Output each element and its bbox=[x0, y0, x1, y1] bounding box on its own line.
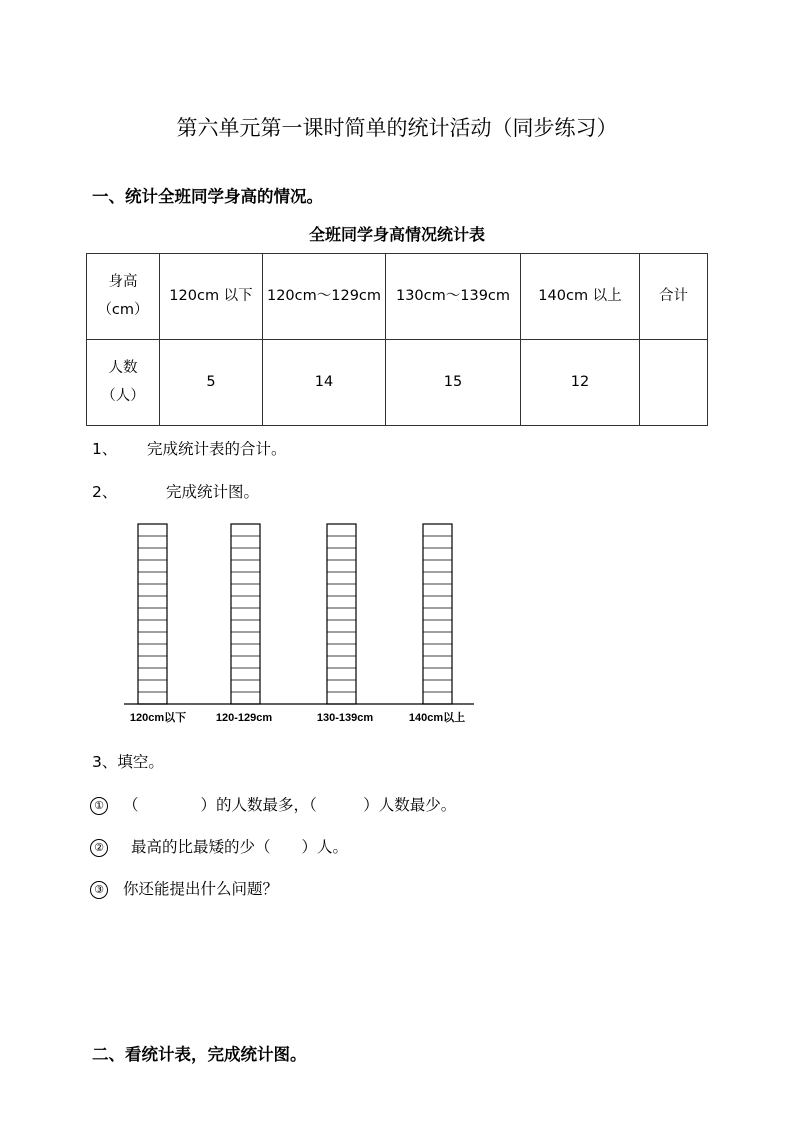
question-2-text: 完成统计图。 bbox=[166, 483, 260, 501]
fill-blank-2 bbox=[90, 835, 348, 857]
x-tick-label: 120-129cm bbox=[215, 712, 273, 724]
table-cell: 人数 （人） bbox=[87, 340, 160, 426]
fill-blank-1 bbox=[90, 793, 456, 815]
x-tick-label: 120cm以下 bbox=[129, 712, 187, 724]
table-cell: 140cm 以上 bbox=[521, 254, 640, 340]
question-1-number: 1、 bbox=[92, 440, 118, 458]
bar-grid-frame bbox=[327, 524, 356, 704]
section-1-heading: 一、统计全班同学身高的情况。 bbox=[92, 187, 323, 206]
bar-grid-frame bbox=[423, 524, 452, 704]
bar-grid-frame bbox=[138, 524, 167, 704]
circled-number: ③ bbox=[90, 881, 108, 899]
fill-blank-1-text[interactable]: （ ）的人数最多，（ ）人数最少。 bbox=[122, 796, 457, 814]
question-1-text: 完成统计表的合计。 bbox=[147, 440, 287, 458]
page-title: 第六单元第一课时简单的统计活动（同步练习） bbox=[176, 116, 618, 140]
x-tick-label: 140cm以上 bbox=[408, 712, 466, 724]
x-tick-label: 130-139cm bbox=[316, 712, 374, 724]
table-cell: 合计 bbox=[640, 254, 708, 340]
question-3-heading: 3、填空。 bbox=[92, 753, 164, 771]
fill-blank-2-text[interactable]: 最高的比最矮的少（ ）人。 bbox=[130, 838, 348, 856]
table-cell: 5 bbox=[160, 340, 263, 426]
table-cell: 120cm 以下 bbox=[160, 254, 263, 340]
table-title: 全班同学身高情况统计表 bbox=[308, 225, 485, 244]
circled-number: ① bbox=[90, 797, 108, 815]
table-cell: 12 bbox=[521, 340, 640, 426]
table-cell: 120cm～129cm bbox=[263, 254, 386, 340]
fill-blank-3 bbox=[90, 877, 278, 899]
table-cell: 130cm～139cm bbox=[386, 254, 521, 340]
bar-grid-frame bbox=[231, 524, 260, 704]
table-cell: 15 bbox=[386, 340, 521, 426]
table-cell: 身高 （cm） bbox=[87, 254, 160, 340]
table-cell: 14 bbox=[263, 340, 386, 426]
section-2-heading: 二、看统计表，完成统计图。 bbox=[92, 1045, 307, 1064]
question-2-number: 2、 bbox=[92, 483, 118, 501]
fill-blank-3-text[interactable]: 你还能提出什么问题？ bbox=[122, 880, 278, 898]
circled-number: ② bbox=[90, 839, 108, 857]
